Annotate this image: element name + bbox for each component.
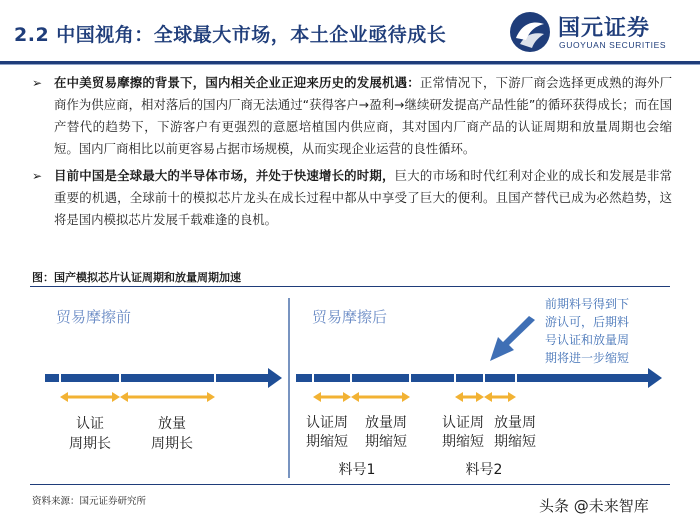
after-section-label: 贸易摩擦后 [312,308,388,326]
period-label: 期缩短 [494,434,536,450]
period-label: 放量 [158,416,186,432]
page-header [0,0,700,62]
bullet-arrow-icon: ➢ [32,76,43,90]
after-timeline-bar [296,374,650,382]
period-label: 放量周 [365,415,407,431]
watermark-text: 头条 @未来智库 [539,497,649,515]
annotation-line: 期将进一步缩短 [545,351,630,365]
logo-chinese-name: 国元证券 [558,16,651,41]
period-label: 期缩短 [365,434,407,450]
period-label: 期缩短 [442,434,484,450]
certification-period-arrow [313,392,351,402]
logo-english-name: GUOYUAN SECURITIES [559,40,667,50]
part-number-label: 料号1 [338,462,376,478]
before-timeline-bar [45,374,270,382]
annotation-arrow [490,316,535,361]
period-label: 放量周 [494,415,536,431]
period-label: 期缩短 [306,434,348,450]
annotation-line: 前期料号得到下 [545,297,630,311]
ramp-up-period-arrow [351,392,410,402]
page-title: 2.2 中国视角：全球最大市场，本土企业亟待成长 [14,24,447,46]
bullet-lead: 目前中国是全球最大的半导体市场，并处于快速增长的时期， [54,168,395,183]
part-number-label: 料号2 [465,462,503,478]
period-label: 认证 [76,416,104,432]
header-divider-thin [0,64,700,65]
annotation-line: 号认证和放量周 [545,333,630,347]
source-note: 资料来源：国元证券研究所 [32,496,147,507]
bullet-item [32,72,672,160]
company-logo [508,10,692,54]
bullet-arrow-icon: ➢ [32,169,43,183]
before-section-label: 贸易摩擦前 [56,308,132,326]
period-label: 周期长 [151,436,193,452]
bullet-lead: 在中美贸易摩擦的背景下，国内相关企业正迎来历史的发展机遇： [54,75,420,90]
footer-divider [30,484,670,485]
period-label: 认证周 [306,415,348,431]
bullet-text: 巨大的市场和时代红利对企业的成长和发展是非常重要的机遇，全球前十的模拟芯片龙头在成长过程中都从中享受了巨大的便利。且国产替代已成为必然趋势，这将是国内模拟芯片发展千载难逢的良机。 [54,168,673,227]
bullet-list [32,72,672,231]
bullet-item [32,165,672,231]
certification-period-arrow [455,392,484,402]
annotation-line: 游认可，后期料 [545,315,630,329]
bullet-text: 正常情况下，下游厂商会选择更成熟的海外厂商作为供应商，相对落后的国内厂商无法通过“获得客户→盈利→继续研发提高产品性能”的循环获得成长；而在国产替代的趋势下，下游客户有更强烈的意愿培植国内供应商，其对国内厂商产品的认证周期和放量周期也会缩短。国内厂商相比以前更容易占据市场规模，从而实现企业运营的良性循环。 [54,75,673,156]
ramp-up-period-arrow [120,392,215,402]
watermark [539,495,649,516]
guoyuan-logo-icon [508,10,552,54]
certification-period-arrow [60,392,120,402]
before-timeline-arrowhead [268,368,282,388]
ramp-up-period-arrow [484,392,516,402]
after-timeline-arrowhead [648,368,662,388]
period-label: 周期长 [69,436,111,452]
figure-caption-rule [30,286,670,287]
period-label: 认证周 [442,415,484,431]
figure-caption: 图：国产模拟芯片认证周期和放量周期加速 [32,271,241,284]
